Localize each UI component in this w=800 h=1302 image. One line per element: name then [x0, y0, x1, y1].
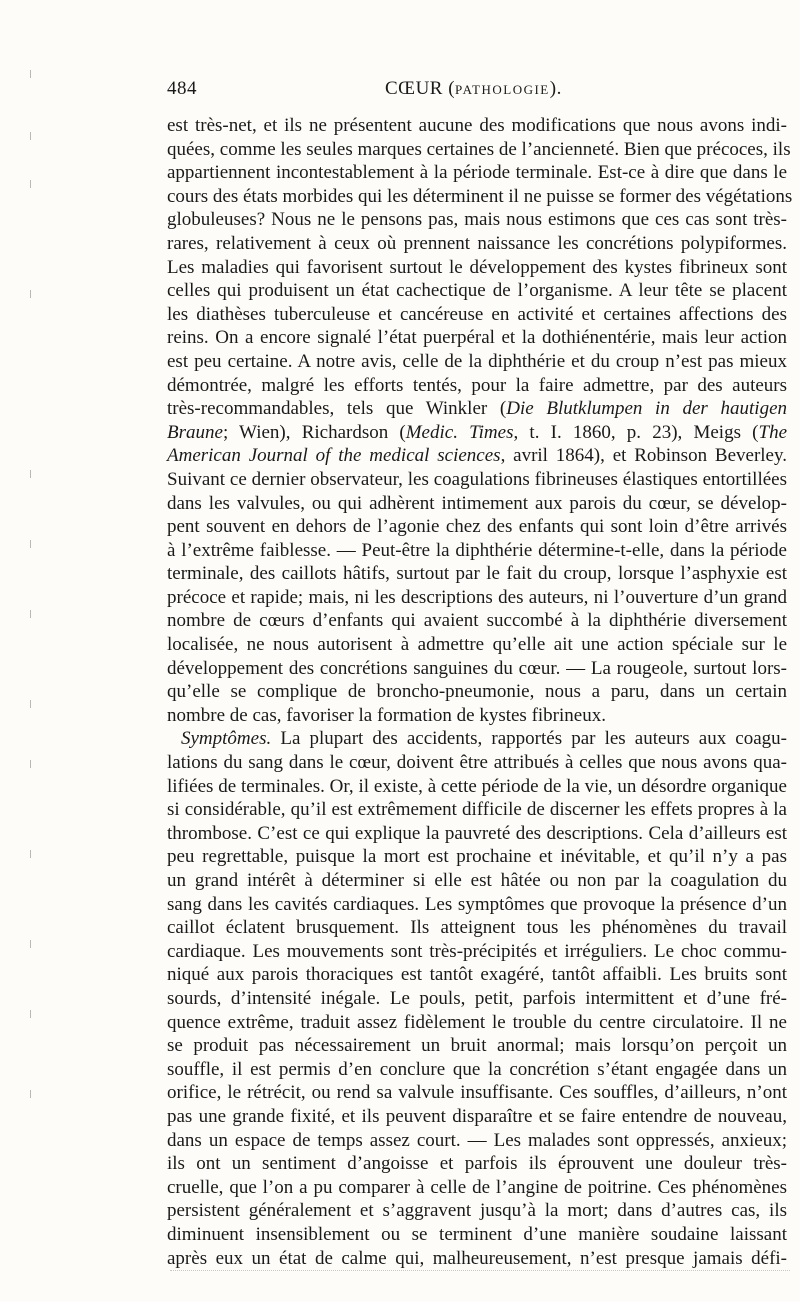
running-head-subtitle: PATHOLOGIE	[455, 82, 550, 97]
text-line: nombre de cas, favoriser la formation de kystes fibrineux.	[167, 704, 606, 726]
text-line: dans un espace de temps assez court. — Les malades sont oppressés, anxieux;	[167, 1129, 787, 1151]
running-head-end: ).	[549, 78, 562, 99]
text-line: développement des concrétions sanguines du cœur. — La rougeole, surtout lors-	[167, 657, 787, 679]
italic-reference: The	[758, 421, 787, 443]
text-line: ils ont un sentiment d’angoisse et parfois ils éprouvent une douleur très-	[167, 1153, 787, 1175]
text-line: caillot éclatent brusquement. Ils atteignent tous les phénomènes du travail	[167, 917, 787, 939]
text-line: qu’elle se complique de broncho-pneumonie, nous a paru, dans un certain	[167, 681, 787, 703]
text-segment: , t. I. 1860, p. 23), Meigs (	[513, 421, 759, 443]
text-line: localisée, ne nous autorisent à admettre qu’elle ait une action spéciale sur le	[167, 634, 787, 656]
italic-reference: Braune	[167, 421, 223, 443]
text-line: sang dans les cavités cardiaques. Les symptômes que provoque la présence d’un	[167, 893, 787, 915]
italic-reference: Medic. Times	[405, 421, 514, 443]
text-line: si considérable, qu’il est extrêmement difficile de discerner les effets propres à la	[167, 799, 787, 821]
text-line	[167, 397, 787, 421]
text-line: quence extrême, traduit assez fidèlement le trouble du centre circulatoire. Il ne	[167, 1011, 787, 1033]
text-line: dans les valvules, ou qui adhèrent intimement aux parois du cœur, se dévelop-	[167, 492, 787, 514]
text-line: appartiennent incontestablement à la période terminale. Est-ce à dire que dans le	[167, 162, 787, 184]
text-line: un grand intérêt à déterminer si elle est hâtée ou non par la coagulation du	[167, 870, 787, 891]
text-line: est peu certaine. A notre avis, celle de la diphthérie et du croup n’est pas mieux	[167, 350, 787, 372]
text-line: celles qui produisent un état cachectique de l’organisme. A leur tête se placent	[167, 280, 787, 302]
text-line	[167, 727, 787, 751]
page-edge-marks	[0, 0, 40, 1302]
italic-reference: Die Blutklumpen in der hautigen	[506, 398, 787, 420]
text-segment: La plupart des accidents, rapportés par les auteurs aux coagu-	[271, 728, 787, 750]
text-line: cours des états morbides qui les déterminent il ne puisse se former des végétations	[167, 185, 793, 207]
text-line: sourds, d’intensité inégale. Le pouls, petit, parfois intermittent et d’une fré-	[167, 987, 787, 1009]
text-line: précoce et rapide; mais, ni les descriptions des auteurs, ni l’ouverture d’un grand	[167, 586, 787, 608]
body-text	[167, 114, 793, 1270]
text-line: orifice, le rétrécit, ou rend sa valvule insuffisante. Ces souffles, d’ailleurs, n’ont	[167, 1082, 787, 1104]
running-head-title: CŒUR (	[385, 78, 456, 99]
text-line: nombre de cœurs d’enfants qui avaient succombé à la diphthérie diversement	[167, 610, 787, 632]
text-line: lations du sang dans le cœur, doivent être attribués à celles que nous avons qua-	[167, 752, 787, 774]
text-line: se produit pas nécessairement un bruit anormal; mais lorsqu’on perçoit un	[167, 1035, 787, 1057]
page-header	[167, 78, 787, 104]
text-line: pent souvent en dehors de l’agonie chez des enfants qui sont loin d’être arrivés	[167, 516, 787, 538]
text-line: peu regrettable, puisque la mort est prochaine et inévitable, et qu’il n’y a pas	[167, 846, 787, 868]
text-line: Les maladies qui favorisent surtout le développement des kystes fibrineux sont	[167, 256, 787, 278]
text-line: est très-net, et ils ne présentent aucune des modifications que nous avons indi-	[167, 115, 787, 136]
text-line: quées, comme les seules marques certaines de l’ancienneté. Bien que précoces, ils	[167, 138, 791, 160]
text-line: thrombose. C’est ce qui explique la pauvreté des descriptions. Cela d’ailleurs est	[167, 822, 787, 844]
text-line	[167, 444, 787, 468]
text-segment: ; Wien), Richardson (	[222, 421, 406, 443]
running-head	[385, 78, 562, 100]
text-line: reins. On a encore signalé l’état puerpéral et la dothiénentérie, mais leur action	[167, 327, 787, 349]
text-line: Suivant ce dernier observateur, les coagulations fibrineuses élastiques entortillées	[167, 468, 787, 490]
text-line: souffle, il est permis d’en conclure que la concrétion s’étant engagée dans un	[167, 1058, 787, 1080]
text-segment: , avril 1864), et Robinson Beverley.	[500, 445, 787, 467]
page-number: 484	[167, 78, 197, 99]
italic-reference: American Journal of the medical sciences	[167, 445, 501, 467]
text-line: rares, relativement à ceux où prennent naissance les concrétions polypiformes.	[167, 232, 787, 254]
text-line: niqué aux parois thoraciques est tantôt exagéré, tantôt affaibli. Les bruits sont	[167, 964, 787, 986]
text-line: terminale, des caillots hâtifs, surtout par le fait du croup, lorsque l’asphyxie est	[167, 563, 787, 585]
text-segment: très-recommandables, tels que Winkler (	[167, 398, 507, 420]
text-line: diminuent insensiblement ou se terminent d’une manière soudaine laissant	[167, 1223, 787, 1245]
text-line: pas une grande fixité, et ils peuvent disparaître et se faire entendre de nouveau,	[167, 1105, 787, 1127]
text-line: à l’extrême faiblesse. — Peut-être la diphthérie détermine-t-elle, dans la période	[167, 539, 787, 561]
text-line: cardiaque. Les mouvements sont très-précipités et irréguliers. Le choc commu-	[167, 940, 787, 962]
text-line: démontrée, malgré les efforts tentés, pour la faire admettre, par des auteurs	[167, 374, 787, 396]
text-line: globuleuses? Nous ne le pensons pas, mais nous estimons que ces cas sont très-	[167, 209, 787, 231]
text-line: lifiées de terminales. Or, il existe, à cette période de la vie, un désordre organique	[167, 775, 787, 797]
section-heading: Symptômes.	[181, 728, 272, 750]
text-line: les diathèses tuberculeuse et cancéreuse en activité et certaines affections des	[167, 303, 787, 325]
text-line	[167, 421, 787, 445]
text-line: persistent généralement et s’aggravent jusqu’à la mort; dans d’autres cas, ils	[167, 1200, 787, 1222]
text-line: cruelle, que l’on a pu comparer à celle de l’angine de poitrine. Ces phénomènes	[167, 1176, 787, 1198]
bottom-dotted-rule	[170, 1270, 790, 1271]
text-line: après eux un état de calme qui, malheureusement, n’est presque jamais défi-	[167, 1247, 787, 1269]
